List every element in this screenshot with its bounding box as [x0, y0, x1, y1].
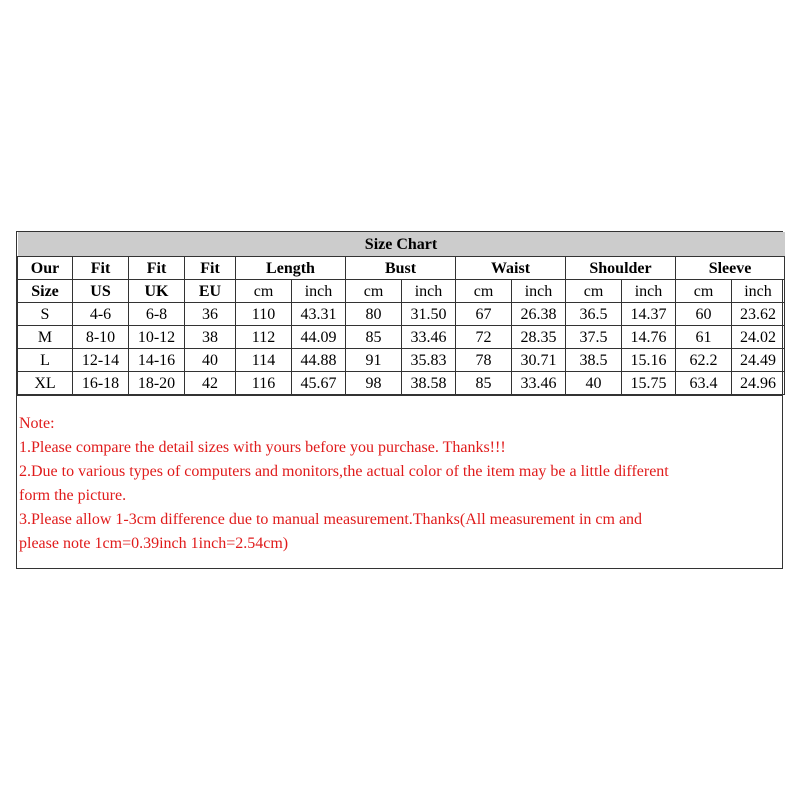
bust-header: Bust: [346, 257, 456, 280]
bust-inch-cell: 33.46: [402, 326, 456, 349]
size-cell: M: [18, 326, 73, 349]
shoulder-header: Shoulder: [566, 257, 676, 280]
size-chart-sheet: [16, 231, 783, 569]
shoulder-inch-unit: inch: [622, 280, 676, 303]
us-cell: 16-18: [73, 372, 129, 395]
us-cell: 4-6: [73, 303, 129, 326]
sleeve-cm-cell: 62.2: [676, 349, 732, 372]
length-inch-cell: 43.31: [292, 303, 346, 326]
note-line-2a: 2.Due to various types of computers and monitors,the actual color of the item may be a little different: [19, 463, 669, 480]
waist-inch-unit: inch: [512, 280, 566, 303]
shoulder-inch-cell: 15.75: [622, 372, 676, 395]
length-cm-cell: 112: [236, 326, 292, 349]
bust-inch-unit: inch: [402, 280, 456, 303]
waist-cm-cell: 72: [456, 326, 512, 349]
uk-cell: 10-12: [129, 326, 185, 349]
length-cm-cell: 114: [236, 349, 292, 372]
shoulder-cm-cell: 38.5: [566, 349, 622, 372]
fit-uk-header-top: Fit: [129, 257, 185, 280]
shoulder-inch-cell: 15.16: [622, 349, 676, 372]
fit-us-header-bottom: US: [73, 280, 129, 303]
waist-inch-cell: 26.38: [512, 303, 566, 326]
length-inch-cell: 45.67: [292, 372, 346, 395]
shoulder-cm-cell: 37.5: [566, 326, 622, 349]
fit-eu-header-top: Fit: [185, 257, 236, 280]
bust-inch-cell: 35.83: [402, 349, 456, 372]
bust-cm-cell: 91: [346, 349, 402, 372]
uk-cell: 18-20: [129, 372, 185, 395]
table-row: [18, 349, 785, 372]
bust-cm-cell: 85: [346, 326, 402, 349]
fit-uk-header-bottom: UK: [129, 280, 185, 303]
our-size-header-top: Our: [18, 257, 73, 280]
sleeve-header: Sleeve: [676, 257, 785, 280]
uk-cell: 14-16: [129, 349, 185, 372]
sleeve-inch-cell: 23.62: [732, 303, 785, 326]
shoulder-cm-unit: cm: [566, 280, 622, 303]
bust-cm-unit: cm: [346, 280, 402, 303]
table-row: [18, 326, 785, 349]
eu-cell: 36: [185, 303, 236, 326]
note-line-3b: please note 1cm=0.39inch 1inch=2.54cm): [19, 535, 289, 552]
bust-inch-cell: 38.58: [402, 372, 456, 395]
uk-cell: 6-8: [129, 303, 185, 326]
length-cm-cell: 116: [236, 372, 292, 395]
notes-heading: Note:: [19, 415, 55, 432]
size-chart-table: [17, 232, 785, 395]
sleeve-inch-cell: 24.96: [732, 372, 785, 395]
fit-us-header-top: Fit: [73, 257, 129, 280]
note-line-3a: 3.Please allow 1-3cm difference due to manual measurement.Thanks(All measurement in cm and: [19, 511, 643, 528]
our-size-header-bottom: Size: [18, 280, 73, 303]
waist-cm-cell: 78: [456, 349, 512, 372]
bust-inch-cell: 31.50: [402, 303, 456, 326]
table-row: [18, 372, 785, 395]
sleeve-inch-unit: inch: [732, 280, 785, 303]
waist-inch-cell: 30.71: [512, 349, 566, 372]
waist-header: Waist: [456, 257, 566, 280]
table-row: [18, 303, 785, 326]
waist-cm-cell: 85: [456, 372, 512, 395]
shoulder-cm-cell: 40: [566, 372, 622, 395]
waist-cm-unit: cm: [456, 280, 512, 303]
chart-title: Size Chart: [18, 232, 785, 257]
note-line-2b: form the picture.: [19, 487, 127, 504]
note-line-1: 1.Please compare the detail sizes with yours before you purchase. Thanks!!!: [19, 439, 506, 456]
size-cell: XL: [18, 372, 73, 395]
sleeve-cm-cell: 61: [676, 326, 732, 349]
sleeve-cm-cell: 60: [676, 303, 732, 326]
fit-eu-header-bottom: EU: [185, 280, 236, 303]
sleeve-inch-cell: 24.49: [732, 349, 785, 372]
sleeve-cm-unit: cm: [676, 280, 732, 303]
size-cell: L: [18, 349, 73, 372]
waist-inch-cell: 33.46: [512, 372, 566, 395]
us-cell: 12-14: [73, 349, 129, 372]
length-inch-cell: 44.09: [292, 326, 346, 349]
waist-cm-cell: 67: [456, 303, 512, 326]
length-cm-cell: 110: [236, 303, 292, 326]
waist-inch-cell: 28.35: [512, 326, 566, 349]
shoulder-cm-cell: 36.5: [566, 303, 622, 326]
eu-cell: 40: [185, 349, 236, 372]
size-cell: S: [18, 303, 73, 326]
eu-cell: 42: [185, 372, 236, 395]
eu-cell: 38: [185, 326, 236, 349]
length-inch-cell: 44.88: [292, 349, 346, 372]
bust-cm-cell: 98: [346, 372, 402, 395]
shoulder-inch-cell: 14.37: [622, 303, 676, 326]
sleeve-cm-cell: 63.4: [676, 372, 732, 395]
sleeve-inch-cell: 24.02: [732, 326, 785, 349]
length-inch-unit: inch: [292, 280, 346, 303]
notes-section: [17, 395, 782, 568]
length-cm-unit: cm: [236, 280, 292, 303]
length-header: Length: [236, 257, 346, 280]
shoulder-inch-cell: 14.76: [622, 326, 676, 349]
bust-cm-cell: 80: [346, 303, 402, 326]
us-cell: 8-10: [73, 326, 129, 349]
